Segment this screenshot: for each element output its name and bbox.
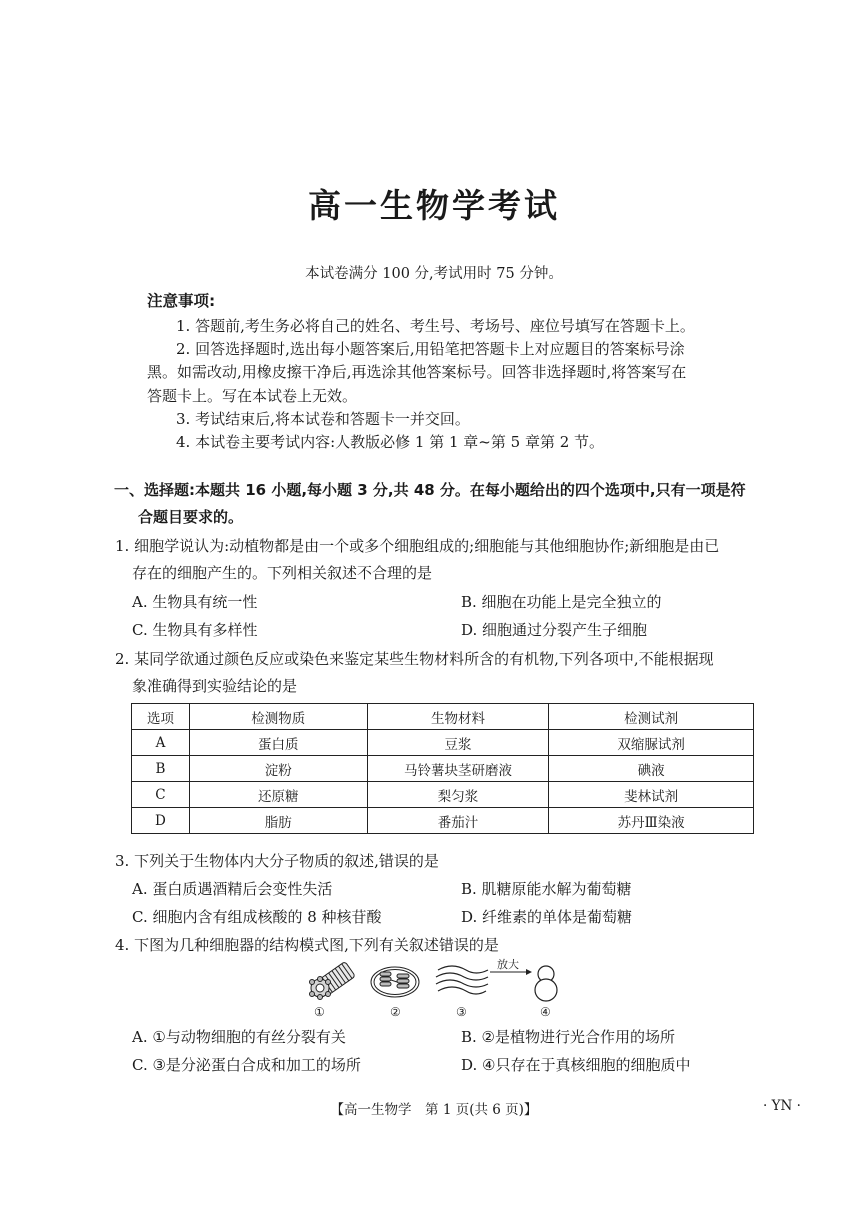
table-row — [132, 730, 754, 756]
table-row — [132, 808, 754, 834]
table-cell: 碘液 — [549, 756, 754, 782]
q3-option-a: A. 蛋白质遇酒精后会变性失活 — [132, 880, 333, 898]
table-cell: 斐林试剂 — [549, 782, 754, 808]
q1-stem-line-1: 1. 细胞学说认为:动植物都是由一个或多个细胞组成的;细胞能与其他细胞协作;新细胞是由已 — [115, 537, 720, 555]
q1-option-c: C. 生物具有多样性 — [132, 621, 258, 639]
table-cell: 豆浆 — [367, 730, 549, 756]
q2-stem-line-1: 2. 某同学欲通过颜色反应或染色来鉴定某些生物材料所含的有机物,下列各项中,不能根据现 — [115, 650, 714, 668]
table-cell: 淀粉 — [189, 756, 367, 782]
q2-table — [131, 703, 754, 834]
q4-option-d: D. ④只存在于真核细胞的细胞质中 — [461, 1056, 691, 1074]
notice-line-3: 黑。如需改动,用橡皮擦干净后,再选涂其他答案标号。回答非选择题时,将答案写在 — [147, 363, 687, 381]
footer-code: · YN · — [763, 1098, 801, 1114]
q4-option-c: C. ③是分泌蛋白合成和加工的场所 — [132, 1056, 361, 1074]
vesicle-drawing — [535, 966, 557, 1001]
table-cell: 脂肪 — [189, 808, 367, 834]
q3-option-b: B. 肌糖原能水解为葡萄糖 — [461, 880, 632, 898]
q1-option-d: D. 细胞通过分裂产生子细胞 — [461, 621, 648, 639]
figure-label-2: ② — [390, 1005, 401, 1019]
table-cell: 番茄汁 — [367, 808, 549, 834]
q1-option-a: A. 生物具有统一性 — [132, 593, 258, 611]
magnify-arrow — [490, 958, 532, 975]
table-row — [132, 782, 754, 808]
q3-option-d: D. 纤维素的单体是葡萄糖 — [461, 908, 633, 926]
section-heading-line-2: 合题目要求的。 — [138, 508, 244, 526]
q4-option-b: B. ②是植物进行光合作用的场所 — [461, 1028, 676, 1046]
q3-stem: 3. 下列关于生物体内大分子物质的叙述,错误的是 — [115, 852, 439, 870]
q1-stem-line-2: 存在的细胞产生的。下列相关叙述不合理的是 — [132, 564, 433, 582]
endoplasmic-reticulum-drawing — [436, 966, 488, 994]
q1-option-b: B. 细胞在功能上是完全独立的 — [461, 593, 662, 611]
table-cell: A — [132, 730, 190, 756]
notice-line-2: 2. 回答选择题时,选出每小题答案后,用铅笔把答题卡上对应题目的答案标号涂 — [176, 340, 685, 358]
centriole-drawing — [310, 961, 356, 999]
table-header-cell: 检测试剂 — [549, 704, 754, 730]
arrow-label: 放大 — [497, 958, 519, 971]
q4-stem: 4. 下图为几种细胞器的结构模式图,下列有关叙述错误的是 — [115, 936, 499, 954]
table-cell: B — [132, 756, 190, 782]
table-header-cell: 检测物质 — [189, 704, 367, 730]
table-cell: 还原糖 — [189, 782, 367, 808]
table-cell: 双缩脲试剂 — [549, 730, 754, 756]
table-cell: 苏丹Ⅲ染液 — [549, 808, 754, 834]
figure-label-1: ① — [314, 1005, 325, 1019]
notice-line-6: 4. 本试卷主要考试内容:人教版必修 1 第 1 章~第 5 章第 2 节。 — [176, 433, 605, 451]
table-header-cell: 生物材料 — [367, 704, 549, 730]
chloroplast-drawing — [371, 967, 419, 997]
notice-heading: 注意事项: — [147, 292, 216, 310]
figure-label-3: ③ — [456, 1005, 467, 1019]
notice-line-5: 3. 考试结束后,将本试卷和答题卡一并交回。 — [176, 410, 470, 428]
exam-subtitle: 本试卷满分 100 分,考试用时 75 分钟。 — [305, 266, 563, 282]
table-header-cell: 选项 — [132, 704, 190, 730]
table-cell: C — [132, 782, 190, 808]
page-footer: 【高一生物学 第 1 页(共 6 页)】 — [330, 1102, 538, 1118]
section-heading-line-1: 一、选择题:本题共 16 小题,每小题 3 分,共 48 分。在每小题给出的四个选项中,只有一项是符 — [114, 481, 746, 499]
q4-option-a: A. ①与动物细胞的有丝分裂有关 — [132, 1028, 346, 1046]
figure-label-4: ④ — [540, 1005, 551, 1019]
notice-line-1: 1. 答题前,考生务必将自己的姓名、考生号、考场号、座位号填写在答题卡上。 — [176, 317, 695, 335]
table-cell: 马铃薯块茎研磨液 — [367, 756, 549, 782]
table-cell: 梨匀浆 — [367, 782, 549, 808]
organelle-figure — [300, 958, 590, 1020]
notice-line-4: 答题卡上。写在本试卷上无效。 — [147, 387, 358, 405]
table-cell: 蛋白质 — [189, 730, 367, 756]
table-row — [132, 756, 754, 782]
exam-title: 高一生物学考试 — [308, 186, 560, 225]
table-header-row — [132, 704, 754, 730]
q3-option-c: C. 细胞内含有组成核酸的 8 种核苷酸 — [132, 908, 382, 926]
q2-stem-line-2: 象准确得到实验结论的是 — [132, 677, 298, 695]
table-cell: D — [132, 808, 190, 834]
